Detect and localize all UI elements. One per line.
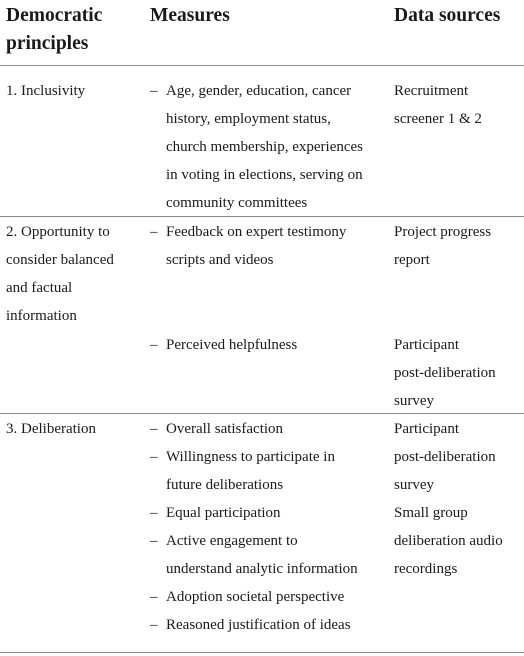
row-3-sources [394, 331, 520, 415]
measure-line: Feedback on expert testimony [166, 224, 347, 240]
measure-line: Reasoned justification of ideas [166, 617, 351, 633]
measure-line: Age, gender, education, cancer [166, 83, 352, 99]
header-data-sources: Data sources [394, 5, 501, 26]
row-4-principle [6, 415, 146, 443]
header-line: Democratic [6, 5, 103, 26]
measure-item [150, 331, 382, 359]
header-democratic-principles [6, 2, 146, 58]
measure-line: Overall satisfaction [166, 421, 284, 437]
measure-item [150, 527, 382, 583]
principle-line: consider balanced [6, 252, 114, 268]
source-line: screener 1 & 2 [394, 111, 482, 127]
bullet-dash: – [150, 337, 158, 353]
principle-line: 1. Inclusivity [6, 83, 86, 99]
measure-line: history, employment status, [166, 111, 331, 127]
source-line: recordings [394, 561, 458, 577]
bullet-dash: – [150, 533, 158, 549]
bullet-dash: – [150, 505, 158, 521]
row-1-sources [394, 77, 520, 133]
measure-item [150, 443, 382, 499]
source-line: post-deliberation [394, 365, 496, 381]
header-measures: Measures [150, 5, 230, 26]
measure-item [150, 499, 382, 527]
measure-line: Adoption societal perspective [166, 589, 345, 605]
bullet-dash: – [150, 83, 158, 99]
measure-line: understand analytic information [166, 561, 358, 577]
header-rule [0, 65, 524, 66]
row-2-sources [394, 218, 520, 274]
row-2-measures [150, 218, 382, 274]
source-line: survey [394, 393, 434, 409]
bullet-dash: – [150, 421, 158, 437]
principle-line: 2. Opportunity to [6, 224, 110, 240]
bullet-dash: – [150, 449, 158, 465]
measure-line: Equal participation [166, 505, 281, 521]
source-line: Project progress [394, 224, 492, 240]
measure-line: Perceived helpfulness [166, 337, 298, 353]
bottom-rule [0, 652, 524, 653]
principle-line: information [6, 308, 77, 324]
measure-line: Active engagement to [166, 533, 298, 549]
row-2-principle [6, 218, 146, 330]
row-4-measures [150, 415, 382, 639]
row-3-measures [150, 331, 382, 359]
measure-item [150, 415, 382, 443]
source-line: Participant [394, 421, 459, 437]
measure-item [150, 611, 382, 639]
row-rule [0, 413, 524, 414]
source-line: deliberation audio [394, 533, 503, 549]
source-line: post-deliberation [394, 449, 496, 465]
measure-item [150, 77, 382, 217]
principle-line: 3. Deliberation [6, 421, 96, 437]
row-1-principle [6, 77, 146, 105]
measure-item [150, 218, 382, 274]
measure-line: in voting in elections, serving on [166, 167, 363, 183]
row-4-sources [394, 415, 520, 583]
row-rule [0, 216, 524, 217]
bullet-dash: – [150, 589, 158, 605]
source-line: Recruitment [394, 83, 469, 99]
measure-line: community committees [166, 195, 308, 211]
bullet-dash: – [150, 224, 158, 240]
source-line: survey [394, 477, 434, 493]
bullet-dash: – [150, 617, 158, 633]
source-line: Small group [394, 505, 468, 521]
source-line: report [394, 252, 430, 268]
measure-line: church membership, experiences [166, 139, 363, 155]
principle-line: and factual [6, 280, 73, 296]
source-line: Participant [394, 337, 459, 353]
header-line: principles [6, 33, 89, 54]
row-1-measures [150, 77, 382, 217]
measure-line: Willingness to participate in [166, 449, 335, 465]
measure-line: scripts and videos [166, 252, 274, 268]
measure-item [150, 583, 382, 611]
measure-line: future deliberations [166, 477, 284, 493]
